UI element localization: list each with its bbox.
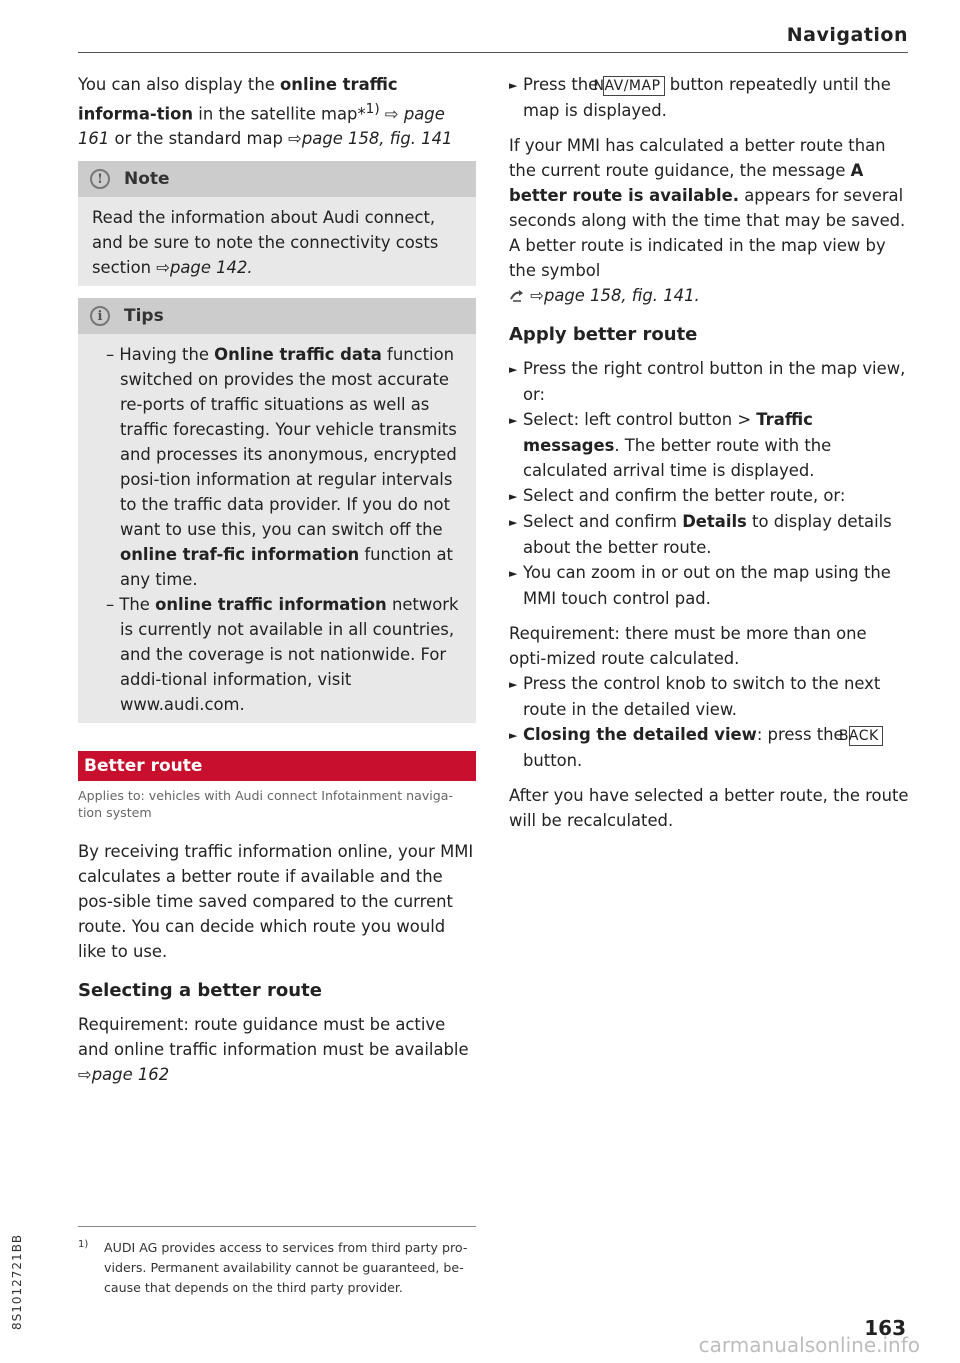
header-rule <box>78 52 908 53</box>
tips-box <box>78 298 476 723</box>
better-route-symbol-icon <box>509 289 525 303</box>
step-arrow-icon: ► <box>509 363 518 376</box>
note-body: Read the information about Audi connect, and be sure to note the connectivity costs section ⇨page 142. <box>92 208 439 278</box>
section-title-bar: Better route <box>78 751 476 781</box>
step-arrow-icon: ► <box>509 516 518 529</box>
step-arrow-icon: ► <box>509 678 518 691</box>
page-ref-link[interactable]: page 161 <box>78 104 445 149</box>
left-column <box>78 72 476 1087</box>
step-item: ► Select: left control button > Traffic messages. The better route with the calculated arrival time is displayed. <box>509 410 832 480</box>
page-ref-link[interactable]: page 162 <box>91 1065 170 1085</box>
note-header <box>78 161 476 197</box>
tips-body <box>78 334 476 723</box>
page-header-title: Navigation <box>786 24 908 46</box>
step-arrow-icon: ► <box>509 490 518 503</box>
page-ref-link[interactable]: page 158, fig. 141 <box>301 129 453 149</box>
step-item: ► Press the right control button in the map view, or: <box>509 359 906 404</box>
requirement-paragraph: Requirement: there must be more than one opti-mized route calculated. <box>509 624 867 668</box>
footnote-rule <box>78 1226 476 1227</box>
better-route-message-paragraph: If your MMI has calculated a better route than the current route guidance, the message A better route is available. appears for several seconds along with the time that may be saved. A better route is indicated in the map view by the symbol ⇨page 158, fig. 141. <box>509 136 906 305</box>
step-item: ► You can zoom in or out on the map using the MMI touch control pad. <box>509 563 891 608</box>
document-code: 8S1012721BB <box>10 1233 24 1330</box>
subheading-selecting: Selecting a better route <box>78 980 322 1002</box>
page-ref-link[interactable]: page 142. <box>169 258 253 278</box>
tips-item: – Having the Online traffic data function switched on provides the most accurate re-ports of traffic situations as well as traffic forecasting. Your vehicle transmits and processes its anonymous, encrypted posi-tion information at regular intervals to the traffic data provider. If you do not want to use this, you can switch off the online traf-fic information function at any time. <box>106 345 457 590</box>
step-arrow-icon: ► <box>509 729 518 742</box>
footnote <box>78 1238 476 1298</box>
info-icon: i <box>90 306 110 326</box>
watermark: carmanualsonline.info <box>698 1333 920 1357</box>
nav-map-key: NAV/MAP <box>603 76 664 96</box>
tips-heading: Tips <box>124 305 164 326</box>
back-key: BACK <box>849 726 883 746</box>
note-box <box>78 161 476 286</box>
subheading-apply: Apply better route <box>509 324 698 345</box>
recalculated-paragraph: After you have selected a better route, the route will be recalculated. <box>509 786 909 830</box>
requirement-paragraph: Requirement: route guidance must be active and online traffic information must be available ⇨page 162 <box>78 1015 469 1085</box>
tips-header <box>78 298 476 334</box>
step-item: ► Press the NAV/MAP button repeatedly until the map is displayed. <box>509 75 891 120</box>
step-item: ► Select and confirm Details to display details about the better route. <box>509 512 892 557</box>
tips-item: – The online traffic information network is currently not available in all countries, and the coverage is not nationwide. For addi-tional information, visit www.audi.com. <box>106 595 459 715</box>
step-item: ► Closing the detailed view: press the BACK button. <box>509 722 909 773</box>
note-heading: Note <box>124 168 170 189</box>
footnote-text: AUDI AG provides access to services from third party pro-viders. Permanent availability cannot be guaranteed, be-cause that depends on the third party provider. <box>104 1240 468 1295</box>
applies-to-note: Applies to: vehicles with Audi connect Infotainment naviga-tion system <box>78 788 454 821</box>
step-arrow-icon: ► <box>509 414 518 427</box>
better-route-paragraph: By receiving traffic information online, your MMI calculates a better route if available and the pos-sible time saved compared to the current route. You can decide which route you would like to use. <box>78 842 474 962</box>
step-item: ► Select and confirm the better route, or: <box>509 483 909 509</box>
page-number: 163 <box>864 1316 906 1340</box>
footnote-marker: 1) <box>365 101 380 117</box>
step-arrow-icon: ► <box>509 79 518 92</box>
step-item: ► Press the control knob to switch to the next route in the detailed view. <box>509 674 881 719</box>
right-column <box>509 72 909 833</box>
intro-paragraph: You can also display the online traffic informa-tion in the satellite map*$^{1)}$ ⇨ page 161 or the standard map ⇨page 158, fig. 141 <box>78 75 453 149</box>
footnote-number: 1) <box>78 1239 89 1250</box>
step-arrow-icon: ► <box>509 567 518 580</box>
page-ref-link[interactable]: page 158, fig. 141. <box>543 286 700 305</box>
warning-icon: ! <box>90 169 110 189</box>
